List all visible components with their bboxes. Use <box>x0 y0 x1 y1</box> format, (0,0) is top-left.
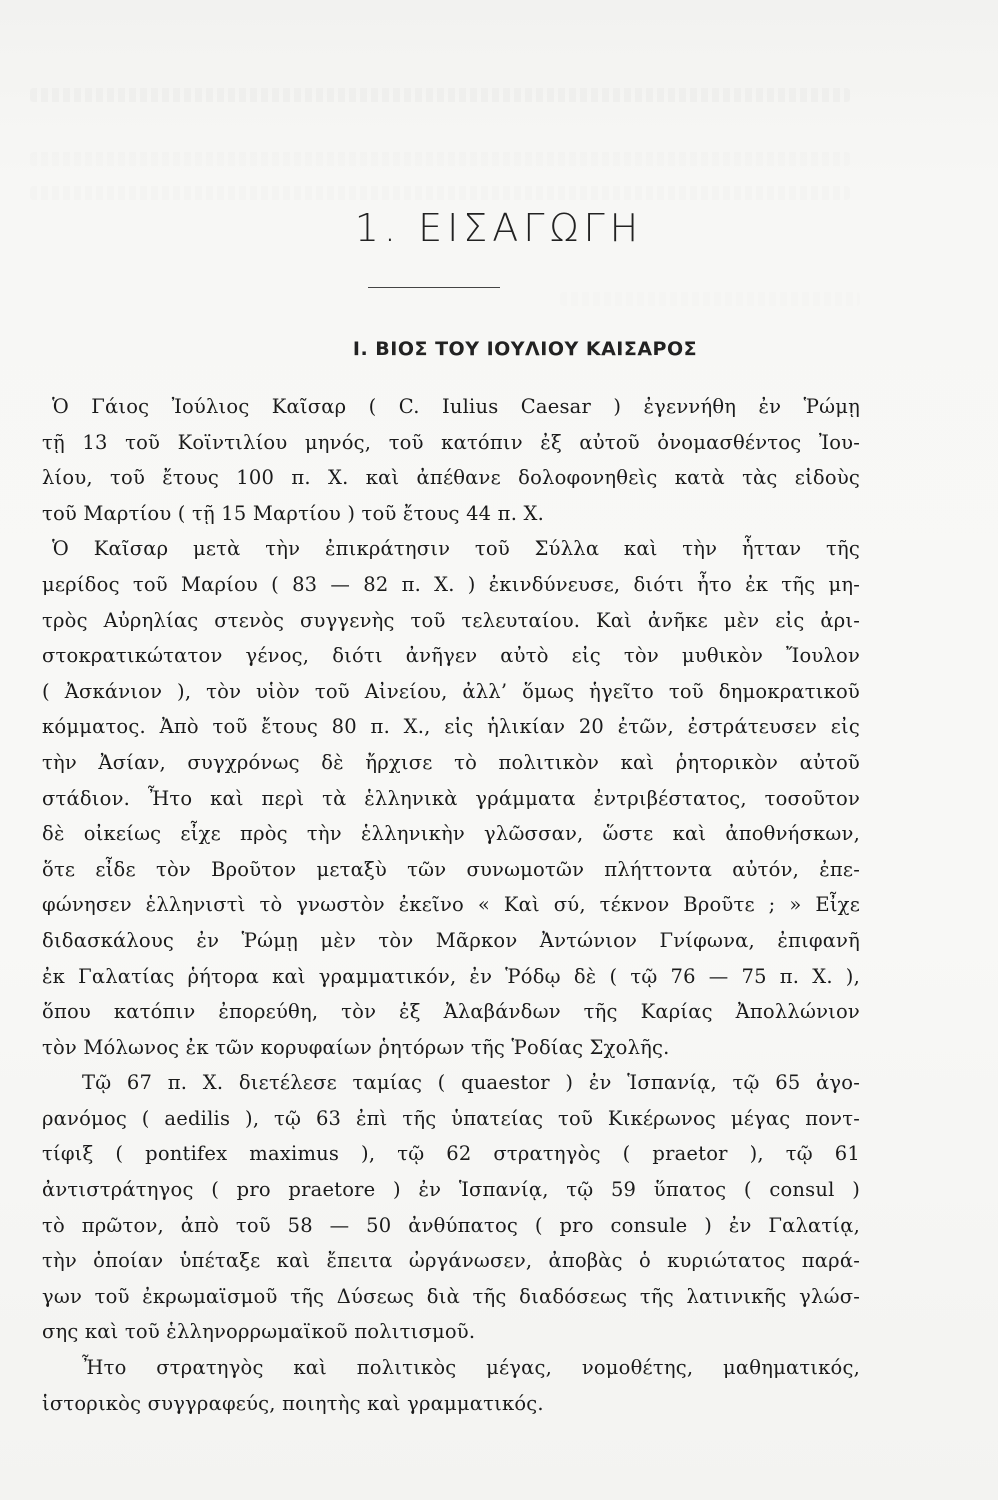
text-line: Ἦτο στρατηγὸς καὶ πολιτικὸς μέγας, νομοθέτης, μαθηματικός, <box>82 1356 860 1380</box>
text-line: φώνησεν ἑλληνιστὶ τὸ γνωστὸν ἐκεῖνο « Καὶ σύ, τέκνον Βροῦτε ; » Εἶχε <box>42 893 860 917</box>
text-line: ὅτε εἶδε τὸν Βροῦτον μεταξὺ τῶν συνωμοτῶν πλήττοντα αὐτόν, ἐπε- <box>42 857 860 881</box>
text-line: ρανόμος ( aedilis ), τῷ 63 ἐπὶ τῆς ὑπατείας τοῦ Κικέρωνος μέγας ποντ- <box>42 1106 860 1130</box>
text-line: ἐκ Γαλατίας ῥήτορα καὶ γραμματικόν, ἐν Ῥόδῳ δὲ ( τῷ 76 — 75 π. Χ. ), <box>42 964 860 988</box>
body-text <box>42 389 860 1421</box>
bleed-through-smudge <box>30 186 850 200</box>
text-line: σης καὶ τοῦ ἑλληνορρωμαϊκοῦ πολιτισμοῦ. <box>42 1320 476 1344</box>
chapter-title: 1. ΕΙΣΑΓΩΓΗ <box>354 206 644 250</box>
bleed-through-smudge <box>560 292 860 306</box>
text-line: διδασκάλους ἐν Ῥώμῃ μὲν τὸν Μᾶρκον Ἀντώνιον Γνίφωνα, ἐπιφανῆ <box>42 928 860 952</box>
text-line: κόμματος. Ἀπὸ τοῦ ἔτους 80 π. Χ., εἰς ἡλικίαν 20 ἐτῶν, ἐστράτευσεν εἰς <box>42 715 860 739</box>
text-line: τὸ πρῶτον, ἀπὸ τοῦ 58 — 50 ἀνθύπατος ( pro consule ) ἐν Γαλατίᾳ, <box>42 1213 860 1237</box>
text-line: μερίδος τοῦ Μαρίου ( 83 — 82 π. Χ. ) ἐκινδύνευσε, διότι ἦτο ἐκ τῆς μη- <box>42 572 860 596</box>
text-line: γων τοῦ ἐκρωμαϊσμοῦ τῆς Δύσεως διὰ τῆς διαδόσεως τῆς λατινικῆς γλώσ- <box>42 1284 860 1308</box>
bleed-through-smudge <box>30 152 850 166</box>
text-line: Τῷ 67 π. Χ. διετέλεσε ταμίας ( quaestor ) ἐν Ἱσπανίᾳ, τῷ 65 ἀγο- <box>82 1071 860 1095</box>
text-line: τὴν Ἀσίαν, συγχρόνως δὲ ἤρχισε τὸ πολιτικὸν καὶ ῥητορικὸν αὐτοῦ <box>42 750 860 774</box>
text-line: Ὁ Γάιος Ἰούλιος Καῖσαρ ( C. Iulius Caesar ) ἐγεννήθη ἐν Ῥώμῃ <box>52 395 860 418</box>
title-divider <box>368 287 500 288</box>
text-line: τῇ 13 τοῦ Κοϊντιλίου μηνός, τοῦ κατόπιν ἐξ αὐτοῦ ὀνομασθέντος Ἰου- <box>42 430 860 454</box>
text-line: στοκρατικώτατον γένος, διότι ἀνῆγεν αὐτὸ εἰς τὸν μυθικὸν Ἴουλον <box>42 644 860 668</box>
text-line: τὸν Μόλωνος ἐκ τῶν κορυφαίων ῥητόρων τῆς Ῥοδίας Σχολῆς. <box>42 1035 670 1059</box>
text-line: ( Ἀσκάνιον ), τὸν υἱὸν τοῦ Αἰνείου, ἀλλ’ ὅμως ἡγεῖτο τοῦ δημοκρατικοῦ <box>42 679 860 703</box>
section-title: Ι. ΒΙΟΣ ΤΟΥ ΙΟΥΛΙΟΥ ΚΑΙΣΑΡΟΣ <box>352 338 698 360</box>
text-line: στάδιον. Ἦτο καὶ περὶ τὰ ἑλληνικὰ γράμματα ἐντριβέστατος, τοσοῦτον <box>42 786 860 810</box>
text-line: ἀντιστράτηγος ( pro praetore ) ἐν Ἱσπανίᾳ, τῷ 59 ὕπατος ( consul ) <box>42 1178 860 1202</box>
bleed-through-smudge <box>30 88 850 102</box>
text-line: ἱστορικὸς συγγραφεύς, ποιητὴς καὶ γραμματικός. <box>42 1391 544 1415</box>
text-line: λίου, τοῦ ἔτους 100 π. Χ. καὶ ἀπέθανε δολοφονηθεὶς κατὰ τὰς εἰδοὺς <box>42 466 860 490</box>
text-line: Ὁ Καῖσαρ μετὰ τὴν ἐπικράτησιν τοῦ Σύλλα καὶ τὴν ἧτταν τῆς <box>52 537 860 561</box>
text-line: τοῦ Μαρτίου ( τῇ 15 Μαρτίου ) τοῦ ἔτους 44 π. Χ. <box>42 501 544 525</box>
text-line: ὅπου κατόπιν ἐπορεύθη, τὸν ἐξ Ἀλαβάνδων τῆς Καρίας Ἀπολλώνιον <box>42 1000 860 1024</box>
text-line: τρὸς Αὐρηλίας στενὸς συγγενὴς τοῦ τελευταίου. Καὶ ἀνῆκε μὲν εἰς ἀρι- <box>42 608 860 632</box>
text-line: τὴν ὁποίαν ὑπέταξε καὶ ἔπειτα ὠργάνωσεν, ἀποβὰς ὁ κυριώτατος παρά- <box>42 1249 860 1273</box>
text-line: τίφιξ ( pontifex maximus ), τῷ 62 στρατηγὸς ( praetor ), τῷ 61 <box>42 1142 860 1166</box>
text-line: δὲ οἰκείως εἶχε πρὸς τὴν ἑλληνικὴν γλῶσσαν, ὥστε καὶ ἀποθνήσκων, <box>42 822 860 846</box>
